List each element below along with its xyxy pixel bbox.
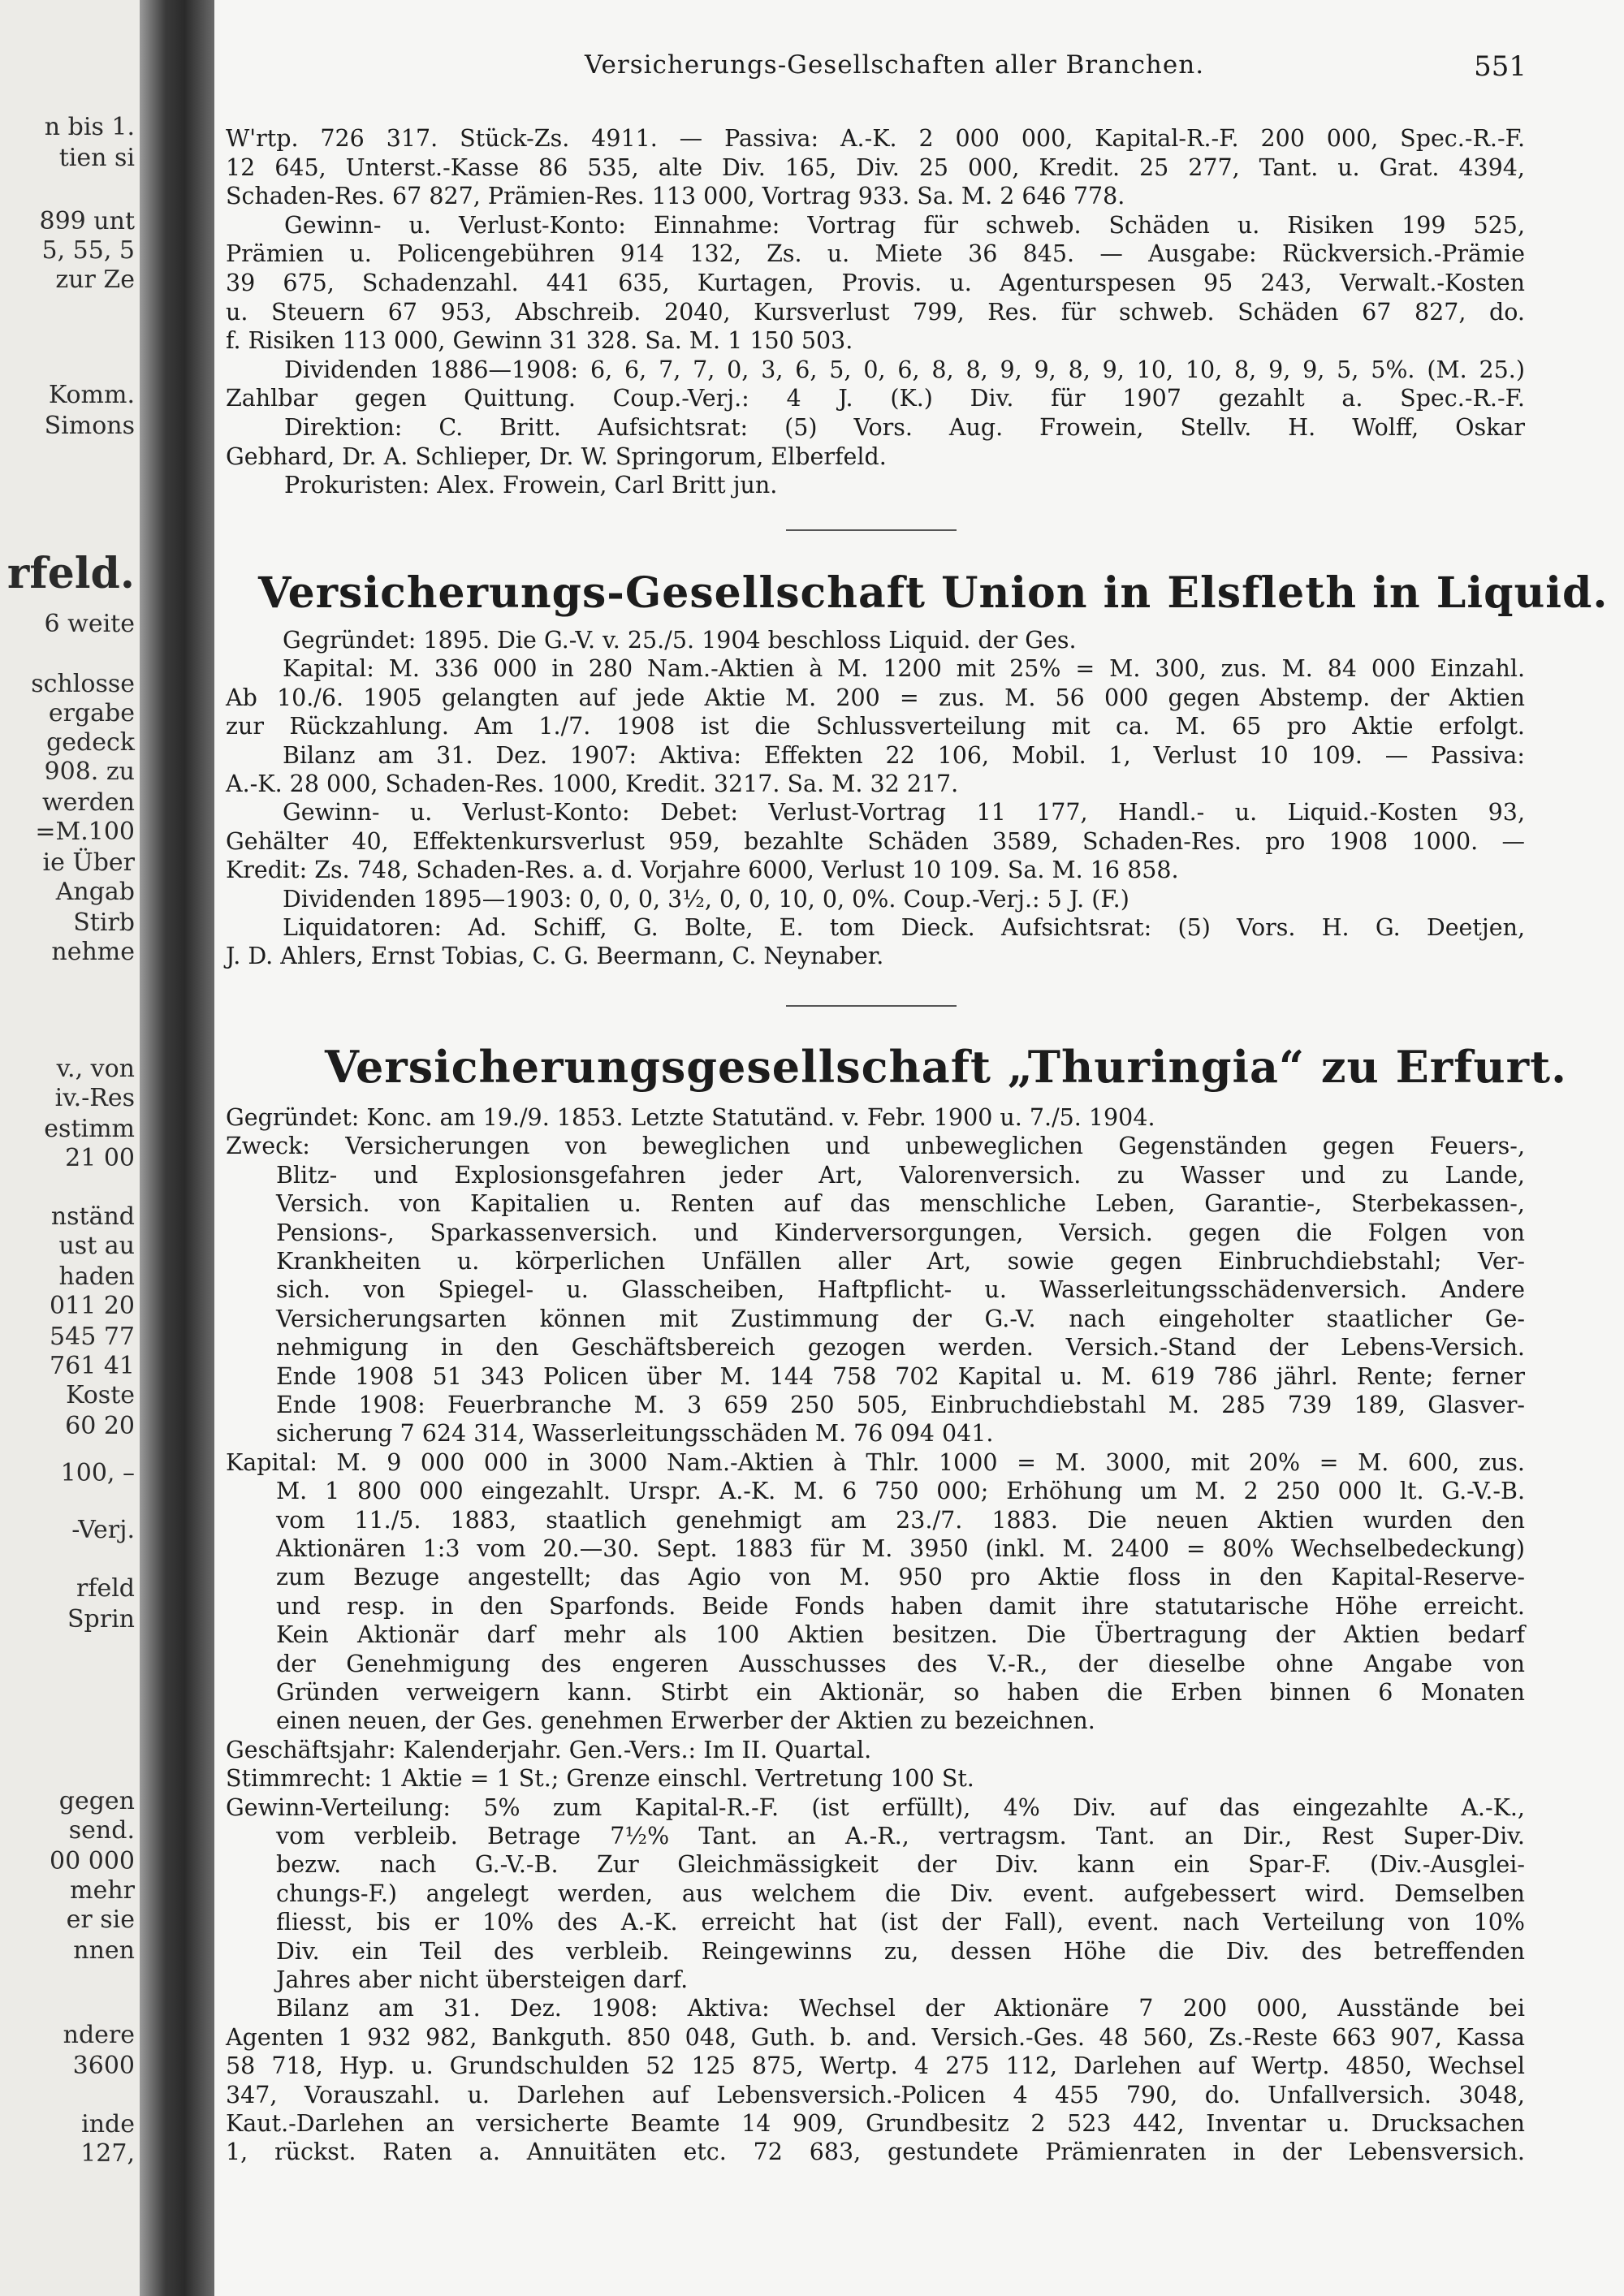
left-page-fragment: 908. zu xyxy=(44,757,135,786)
section-union-elsfleth xyxy=(226,627,1525,984)
left-page-fragment: 011 20 xyxy=(50,1292,135,1320)
text-line: Gewinn-Verteilung: 5% zum Kapital-R.-F. (ist erfüllt), 4% Div. auf das eingezahlte A.-K., xyxy=(226,1793,1525,1821)
text-line: vom 11./5. 1883, staatlich genehmigt am 23./7. 1883. Die neuen Aktien wurden den xyxy=(276,1506,1525,1534)
text-line: Bilanz am 31. Dez. 1907: Aktiva: Effekten 22 106, Mobil. 1, Verlust 10 109. — Passiva: xyxy=(283,741,1525,769)
text-line: Schaden-Res. 67 827, Prämien-Res. 113 000, Vortrag 933. Sa. M. 2 646 778. xyxy=(226,183,1125,210)
text-line: Ab 10./6. 1905 gelangten auf jede Aktie M. 200 = zus. M. 56 000 gegen Abstemp. der Aktien xyxy=(226,684,1525,711)
text-line: Gebhard, Dr. A. Schlieper, Dr. W. Springorum, Elberfeld. xyxy=(226,442,887,470)
left-page-fragment: haden xyxy=(58,1262,135,1291)
left-page-fragment: mehr xyxy=(70,1876,135,1905)
left-page-fragment: 21 00 xyxy=(65,1144,135,1172)
text-line: fliesst, bis er 10% des A.-K. erreicht hat (ist der Fall), event. nach Verteilung von 10% xyxy=(276,1909,1525,1936)
text-line: Kaut.-Darlehen an versicherte Beamte 14 909, Grundbesitz 2 523 442, Inventar u. Drucksachen xyxy=(226,2110,1525,2137)
left-page-fragment: 00 000 xyxy=(50,1847,135,1875)
text-line: Gegründet: 1895. Die G.-V. v. 25./5. 1904 beschloss Liquid. der Ges. xyxy=(283,627,1077,654)
text-line: sicherung 7 624 314, Wasserleitungsschäden M. 76 094 041. xyxy=(276,1420,994,1448)
section-title-union-elsfleth: Versicherungs-Gesellschaft Union in Elsfleth in Liquid. xyxy=(258,568,1609,618)
text-line: Zweck: Versicherungen von beweglichen und unbeweglichen Gegenständen gegen Feuers-, xyxy=(226,1133,1525,1160)
text-line: 12 645, Unterst.-Kasse 86 535, alte Div. 165, Div. 25 000, Kredit. 25 277, Tant. u. Grat. 4394, xyxy=(226,153,1525,181)
left-page-fragment: tien si xyxy=(58,144,135,172)
text-line: Aktionären 1:3 vom 20.—30. Sept. 1883 für M. 3950 (inkl. M. 2400 = 80% Wechselbedeckung) xyxy=(276,1535,1525,1562)
left-page-fragment: nehme xyxy=(51,938,135,966)
text-line: M. 1 800 000 eingezahlt. Urspr. A.-K. M. 6 750 000; Erhöhung um M. 2 250 000 lt. G.-V.-B. xyxy=(276,1478,1525,1505)
left-page-fragment: gegen xyxy=(58,1787,135,1815)
text-line: Gehälter 40, Effektenkursverlust 959, bezahlte Schäden 3589, Schaden-Res. pro 1908 1000. — xyxy=(226,827,1525,855)
text-line: 39 675, Schadenzahl. 441 635, Kurtagen, Provis. u. Agenturspesen 95 243, Verwalt.-Kosten xyxy=(226,270,1525,296)
left-page-fragment: er sie xyxy=(66,1905,135,1934)
text-line: Geschäftsjahr: Kalenderjahr. Gen.-Vers.: Im II. Quartal. xyxy=(226,1736,872,1763)
page-number: 551 xyxy=(1474,50,1527,83)
left-page-fragment: Angab xyxy=(55,878,135,906)
left-page-fragment: gedeck xyxy=(46,728,135,757)
text-line: der Genehmigung des engeren Ausschusses des V.-R., der dieselbe ohne Angabe von xyxy=(276,1650,1525,1677)
left-page-fragment: Simons xyxy=(44,412,135,440)
left-page-fragment: rfeld xyxy=(76,1574,135,1603)
text-line: Pensions-, Sparkassenversich. und Kinderversorgungen, Versich. gegen die Folgen von xyxy=(276,1219,1525,1246)
left-page-fragment: 60 20 xyxy=(65,1412,135,1440)
left-page-fragment: 899 unt xyxy=(39,207,135,235)
text-line: sich. von Spiegel- u. Glasscheiben, Haftpflicht- u. Wasserleitungsschädenversich. Andere xyxy=(276,1276,1525,1304)
left-page-fragment: Stirb xyxy=(73,908,135,937)
text-line: Ende 1908: Feuerbranche M. 3 659 250 505, Einbruchdiebstahl M. 285 739 189, Glasver- xyxy=(276,1392,1525,1418)
text-line: chungs-F.) angelegt werden, aus welchem die Div. event. aufgebessert wird. Demselben xyxy=(276,1880,1525,1907)
left-page-fragment: Koste xyxy=(66,1381,135,1409)
left-page-fragment: nständ xyxy=(50,1202,135,1231)
left-page-fragment: schlosse xyxy=(31,670,135,698)
left-page-fragment: werden xyxy=(41,788,135,817)
text-line: Dividenden 1886—1908: 6, 6, 7, 7, 0, 3, 6, 5, 0, 6, 8, 8, 9, 9, 8, 9, 10, 10, 8, 9, 9, 5, 5%. (M. 25.) xyxy=(284,356,1525,383)
text-line: f. Risiken 113 000, Gewinn 31 328. Sa. M. 1 150 503. xyxy=(226,327,853,355)
left-page-fragment: 6 weite xyxy=(44,610,135,638)
left-page-fragment: inde xyxy=(81,2110,135,2138)
text-line: Versicherungsarten können mit Zustimmung der G.-V. nach eingeholter staatlicher Ge- xyxy=(276,1305,1525,1332)
text-line: Zahlbar gegen Quittung. Coup.-Verj.: 4 J. (K.) Div. für 1907 gezahlt a. Spec.-R.-F. xyxy=(226,385,1525,412)
text-line: A.-K. 28 000, Schaden-Res. 1000, Kredit. 3217. Sa. M. 32 217. xyxy=(226,770,959,797)
running-header xyxy=(349,50,1527,86)
text-line: W'rtp. 726 317. Stück-Zs. 4911. — Passiva: A.-K. 2 000 000, Kapital-R.-F. 200 000, Spec.-R.-F. xyxy=(226,125,1525,152)
text-line: Gegründet: Konc. am 19./9. 1853. Letzte Statutänd. v. Febr. 1900 u. 7./5. 1904. xyxy=(226,1104,1155,1131)
left-page-fragment: 5, 55, 5 xyxy=(41,236,135,265)
left-page-fragment: ie Über xyxy=(42,848,135,877)
left-page-fragment: nnen xyxy=(73,1936,135,1965)
text-line: 347, Vorauszahl. u. Darlehen auf Lebensversich.-Policen 4 455 790, do. Unfallversich. 3048, xyxy=(226,2081,1525,2108)
left-page-fragment: 100, – xyxy=(60,1459,135,1487)
text-line: Jahres aber nicht übersteigen darf. xyxy=(276,1966,689,1993)
text-line: 1, rückst. Raten a. Annuitäten etc. 72 683, gestundete Prämienraten in der Lebensversich. xyxy=(226,2138,1525,2166)
previous-page-strip xyxy=(0,0,140,2296)
text-line: und resp. in den Sparfonds. Beide Fonds haben damit ihre statutarische Höhe erreicht. xyxy=(276,1592,1525,1620)
text-line: J. D. Ahlers, Ernst Tobias, C. G. Beermann, C. Neynaber. xyxy=(226,943,884,970)
text-line: Ende 1908 51 343 Policen über M. 144 758 702 Kapital u. M. 619 786 jährl. Rente; ferner xyxy=(276,1362,1525,1390)
text-line: bezw. nach G.-V.-B. Zur Gleichmässigkeit der Div. kann ein Spar-F. (Div.-Ausglei- xyxy=(276,1851,1525,1879)
left-page-fragment: rfeld. xyxy=(6,549,135,598)
text-line: Kein Aktionär darf mehr als 100 Aktien besitzen. Die Übertragung der Aktien bedarf xyxy=(276,1621,1525,1649)
text-line: u. Steuern 67 953, Abschreib. 2040, Kursverlust 799, Res. für schweb. Schäden 67 827, do. xyxy=(226,298,1525,326)
text-line: einen neuen, der Ges. genehmen Erwerber der Aktien zu bezeichnen. xyxy=(276,1707,1095,1735)
text-line: Versich. von Kapitalien u. Renten auf das menschliche Leben, Garantie-, Sterbekassen-, xyxy=(276,1190,1525,1218)
left-page-fragment: ust au xyxy=(58,1232,135,1260)
divider xyxy=(786,1005,957,1007)
left-page-fragment: -Verj. xyxy=(71,1516,135,1544)
text-line: Div. ein Teil des verbleib. Reingewinns zu, dessen Höhe die Div. des betreffenden xyxy=(276,1937,1525,1965)
text-line: Gründen verweigern kann. Stirbt ein Aktionär, so haben die Erben binnen 6 Monaten xyxy=(276,1679,1525,1706)
left-page-fragment: 3600 xyxy=(72,2052,135,2080)
left-page-fragment: ndere xyxy=(63,2021,135,2049)
text-line: 58 718, Hyp. u. Grundschulden 52 125 875, Wertp. 4 275 112, Darlehen auf Wertp. 4850, Wechsel xyxy=(226,2052,1525,2080)
text-line: vom verbleib. Betrage 7½% Tant. an A.-R., vertragsm. Tant. an Dir., Rest Super-Div. xyxy=(276,1823,1525,1849)
text-line: Kredit: Zs. 748, Schaden-Res. a. d. Vorjahre 6000, Verlust 10 109. Sa. M. 16 858. xyxy=(226,857,1179,884)
left-page-fragment: estimm xyxy=(44,1115,135,1143)
left-page-fragment: zur Ze xyxy=(55,265,135,294)
left-page-fragment: iv.-Res xyxy=(54,1084,135,1112)
running-title: Versicherungs-Gesellschaften aller Branchen. xyxy=(585,50,1205,80)
section-thuringia xyxy=(226,1104,1525,2200)
text-line: nehmigung in den Geschäftsbereich gezogen werden. Versich.-Stand der Lebens-Versich. xyxy=(276,1334,1525,1362)
text-line: Kapital: M. 336 000 in 280 Nam.-Aktien à M. 1200 mit 25% = M. 300, zus. M. 84 000 Einzahl. xyxy=(283,655,1525,683)
left-page-fragment: v., von xyxy=(56,1055,135,1083)
text-line: Blitz- und Explosionsgefahren jeder Art, Valorenversich. zu Wasser und zu Lande, xyxy=(276,1161,1525,1189)
text-line: Liquidatoren: Ad. Schiff, G. Bolte, E. tom Dieck. Aufsichtsrat: (5) Vors. H. G. Deetjen, xyxy=(283,914,1525,941)
left-page-fragment: Sprin xyxy=(67,1605,135,1634)
left-page-fragment: =M.100 xyxy=(35,818,135,846)
text-line: Prokuristen: Alex. Frowein, Carl Britt jun. xyxy=(284,472,778,499)
book-spine xyxy=(140,0,214,2296)
text-line: Dividenden 1895—1903: 0, 0, 0, 3½, 0, 0, 10, 0, 0%. Coup.-Verj.: 5 J. (F.) xyxy=(283,885,1129,913)
text-line: Krankheiten u. körperlichen Unfällen aller Art, sowie gegen Einbruchdiebstahl; Ver- xyxy=(276,1248,1525,1275)
text-line: Direktion: C. Britt. Aufsichtsrat: (5) Vors. Aug. Frowein, Stellv. H. Wolff, Oskar xyxy=(284,414,1525,441)
left-page-fragment: 127, xyxy=(80,2139,135,2168)
divider xyxy=(786,529,957,531)
left-page-fragment: n bis 1. xyxy=(44,113,135,141)
text-line: Kapital: M. 9 000 000 in 3000 Nam.-Aktien à Thlr. 1000 = M. 3000, mit 20% = M. 600, zus. xyxy=(226,1448,1525,1476)
left-page-fragment: ergabe xyxy=(48,699,135,727)
text-line: Bilanz am 31. Dez. 1908: Aktiva: Wechsel der Aktionäre 7 200 000, Ausstände bei xyxy=(276,1995,1525,2022)
text-line: zur Rückzahlung. Am 1./7. 1908 ist die Schlussverteilung mit ca. M. 65 pro Aktie erfolgt. xyxy=(226,713,1525,740)
text-line: Agenten 1 932 982, Bankguth. 850 048, Guth. b. and. Versich.-Ges. 48 560, Zs.-Reste 663 907, Kassa xyxy=(226,2023,1525,2051)
section-previous-company xyxy=(226,125,1525,507)
text-line: zum Bezuge angestellt; das Agio von M. 950 pro Aktie floss in den Kapital-Reserve- xyxy=(276,1564,1525,1591)
left-page-fragment: 545 77 xyxy=(50,1323,135,1351)
left-page-fragment: Komm. xyxy=(48,381,135,409)
section-title-thuringia: Versicherungsgesellschaft „Thuringia“ zu Erfurt. xyxy=(325,1041,1567,1093)
text-line: Gewinn- u. Verlust-Konto: Debet: Verlust-Vortrag 11 177, Handl.- u. Liquid.-Kosten 93, xyxy=(283,799,1525,826)
text-line: Stimmrecht: 1 Aktie = 1 St.; Grenze einschl. Vertretung 100 St. xyxy=(226,1765,974,1793)
left-page-fragment: send. xyxy=(68,1816,135,1845)
text-line: Gewinn- u. Verlust-Konto: Einnahme: Vortrag für schweb. Schäden u. Risiken 199 525, xyxy=(284,211,1525,239)
left-page-fragment: 761 41 xyxy=(50,1352,135,1380)
text-line: Prämien u. Policengebühren 914 132, Zs. u. Miete 36 845. — Ausgabe: Rückversich.-Prämie xyxy=(226,240,1525,268)
